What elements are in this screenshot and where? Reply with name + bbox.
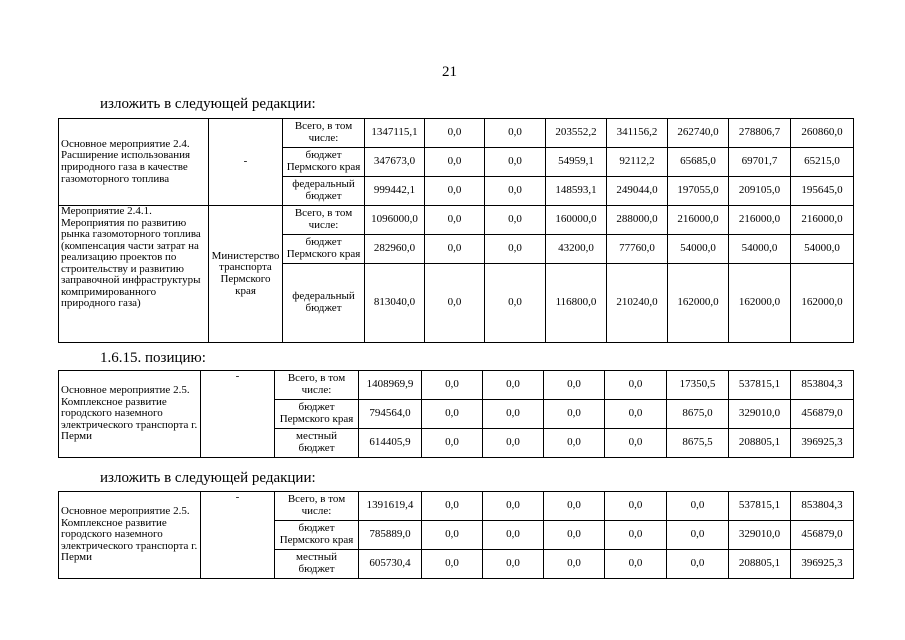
responsible-cell: - — [209, 119, 283, 206]
value-cell: 92112,2 — [607, 148, 668, 177]
value-cell: 456879,0 — [791, 400, 854, 429]
value-cell: 260860,0 — [791, 119, 854, 148]
value-cell: 0,0 — [605, 429, 667, 458]
value-cell: 8675,5 — [667, 429, 729, 458]
value-cell: 0,0 — [425, 148, 485, 177]
value-cell: 0,0 — [605, 521, 667, 550]
value-cell: 249044,0 — [607, 177, 668, 206]
source-cell: местный бюджет — [275, 429, 359, 458]
value-cell: 0,0 — [544, 492, 605, 521]
value-cell: 794564,0 — [359, 400, 422, 429]
responsible-cell: Министерство транспорта Пермского края — [209, 206, 283, 343]
value-cell: 69701,7 — [729, 148, 791, 177]
paragraph-edit-instruction-1: изложить в следующей редакции: — [100, 96, 316, 112]
value-cell: 162000,0 — [791, 264, 854, 343]
value-cell: 396925,3 — [791, 550, 854, 579]
value-cell: 43200,0 — [546, 235, 607, 264]
value-cell: 54000,0 — [668, 235, 729, 264]
measure-name-cell: Основное мероприятие 2.5. Комплексное развитие городского наземного электрического транспорта г. Перми — [59, 492, 201, 579]
value-cell: 0,0 — [425, 177, 485, 206]
value-cell: 262740,0 — [668, 119, 729, 148]
value-cell: 1347115,1 — [365, 119, 425, 148]
value-cell: 0,0 — [605, 550, 667, 579]
value-cell: 216000,0 — [729, 206, 791, 235]
value-cell: 537815,1 — [729, 492, 791, 521]
value-cell: 537815,1 — [729, 371, 791, 400]
value-cell: 785889,0 — [359, 521, 422, 550]
source-cell: Всего, в том числе: — [275, 371, 359, 400]
value-cell: 0,0 — [544, 550, 605, 579]
source-cell: федеральный бюджет — [283, 177, 365, 206]
value-cell: 0,0 — [605, 371, 667, 400]
source-cell: Всего, в том числе: — [275, 492, 359, 521]
value-cell: 0,0 — [544, 400, 605, 429]
value-cell: 0,0 — [422, 521, 483, 550]
measure-name-cell: Мероприятие 2.4.1. Мероприятия по развитию рынка газомоторного топлива (компенсация части затрат на реализацию проектов по строительству и развитию заправочной инфраструктуры компримированного природного газа) — [59, 206, 209, 343]
value-cell: 0,0 — [667, 550, 729, 579]
value-cell: 853804,3 — [791, 371, 854, 400]
source-cell: Всего, в том числе: — [283, 119, 365, 148]
value-cell: 54959,1 — [546, 148, 607, 177]
value-cell: 614405,9 — [359, 429, 422, 458]
value-cell: 54000,0 — [729, 235, 791, 264]
value-cell: 209105,0 — [729, 177, 791, 206]
value-cell: 116800,0 — [546, 264, 607, 343]
value-cell: 0,0 — [422, 492, 483, 521]
table-row — [59, 119, 854, 148]
paragraph-position-ref: 1.6.15. позицию: — [100, 350, 206, 366]
value-cell: 0,0 — [485, 264, 546, 343]
source-cell: федеральный бюджет — [283, 264, 365, 343]
measure-name-cell: Основное мероприятие 2.4. Расширение использования природного газа в качестве газомоторного топлива — [59, 119, 209, 206]
value-cell: 0,0 — [667, 521, 729, 550]
value-cell: 1391619,4 — [359, 492, 422, 521]
value-cell: 216000,0 — [668, 206, 729, 235]
table-new-edition-2-5 — [58, 491, 854, 579]
source-cell: бюджет Пермского края — [283, 235, 365, 264]
value-cell: 208805,1 — [729, 429, 791, 458]
value-cell: 0,0 — [485, 206, 546, 235]
responsible-cell: - — [201, 492, 275, 579]
value-cell: 0,0 — [544, 521, 605, 550]
measure-name-cell: Основное мероприятие 2.5. Комплексное развитие городского наземного электрического транспорта г. Перми — [59, 371, 201, 458]
value-cell: 329010,0 — [729, 521, 791, 550]
value-cell: 0,0 — [483, 371, 544, 400]
value-cell: 0,0 — [544, 429, 605, 458]
page-number: 21 — [442, 64, 457, 80]
value-cell: 0,0 — [485, 148, 546, 177]
value-cell: 456879,0 — [791, 521, 854, 550]
value-cell: 853804,3 — [791, 492, 854, 521]
value-cell: 0,0 — [425, 235, 485, 264]
value-cell: 999442,1 — [365, 177, 425, 206]
value-cell: 0,0 — [485, 235, 546, 264]
source-cell: Всего, в том числе: — [283, 206, 365, 235]
value-cell: 1408969,9 — [359, 371, 422, 400]
value-cell: 8675,0 — [667, 400, 729, 429]
value-cell: 197055,0 — [668, 177, 729, 206]
paragraph-edit-instruction-2: изложить в следующей редакции: — [100, 470, 316, 486]
source-cell: бюджет Пермского края — [283, 148, 365, 177]
value-cell: 0,0 — [425, 206, 485, 235]
value-cell: 0,0 — [485, 177, 546, 206]
value-cell: 0,0 — [605, 400, 667, 429]
value-cell: 0,0 — [483, 429, 544, 458]
table-row — [59, 371, 854, 400]
responsible-cell: - — [201, 371, 275, 458]
value-cell: 1096000,0 — [365, 206, 425, 235]
value-cell: 0,0 — [667, 492, 729, 521]
value-cell: 65215,0 — [791, 148, 854, 177]
value-cell: 54000,0 — [791, 235, 854, 264]
value-cell: 208805,1 — [729, 550, 791, 579]
value-cell: 162000,0 — [668, 264, 729, 343]
value-cell: 813040,0 — [365, 264, 425, 343]
value-cell: 65685,0 — [668, 148, 729, 177]
value-cell: 0,0 — [544, 371, 605, 400]
value-cell: 0,0 — [483, 521, 544, 550]
value-cell: 0,0 — [483, 400, 544, 429]
value-cell: 0,0 — [422, 371, 483, 400]
value-cell: 162000,0 — [729, 264, 791, 343]
value-cell: 0,0 — [422, 550, 483, 579]
table-old-edition-2-5 — [58, 370, 854, 458]
value-cell: 605730,4 — [359, 550, 422, 579]
value-cell: 329010,0 — [729, 400, 791, 429]
table-row — [59, 206, 854, 235]
source-cell: местный бюджет — [275, 550, 359, 579]
value-cell: 0,0 — [422, 400, 483, 429]
value-cell: 0,0 — [483, 550, 544, 579]
value-cell: 278806,7 — [729, 119, 791, 148]
value-cell: 17350,5 — [667, 371, 729, 400]
value-cell: 288000,0 — [607, 206, 668, 235]
value-cell: 0,0 — [422, 429, 483, 458]
value-cell: 216000,0 — [791, 206, 854, 235]
value-cell: 396925,3 — [791, 429, 854, 458]
value-cell: 0,0 — [485, 119, 546, 148]
table-new-edition-2-4 — [58, 118, 854, 343]
value-cell: 347673,0 — [365, 148, 425, 177]
value-cell: 282960,0 — [365, 235, 425, 264]
value-cell: 160000,0 — [546, 206, 607, 235]
value-cell: 195645,0 — [791, 177, 854, 206]
value-cell: 0,0 — [605, 492, 667, 521]
value-cell: 0,0 — [425, 264, 485, 343]
value-cell: 203552,2 — [546, 119, 607, 148]
table-row — [59, 492, 854, 521]
value-cell: 341156,2 — [607, 119, 668, 148]
value-cell: 0,0 — [483, 492, 544, 521]
source-cell: бюджет Пермского края — [275, 521, 359, 550]
value-cell: 77760,0 — [607, 235, 668, 264]
value-cell: 210240,0 — [607, 264, 668, 343]
value-cell: 0,0 — [425, 119, 485, 148]
value-cell: 148593,1 — [546, 177, 607, 206]
source-cell: бюджет Пермского края — [275, 400, 359, 429]
